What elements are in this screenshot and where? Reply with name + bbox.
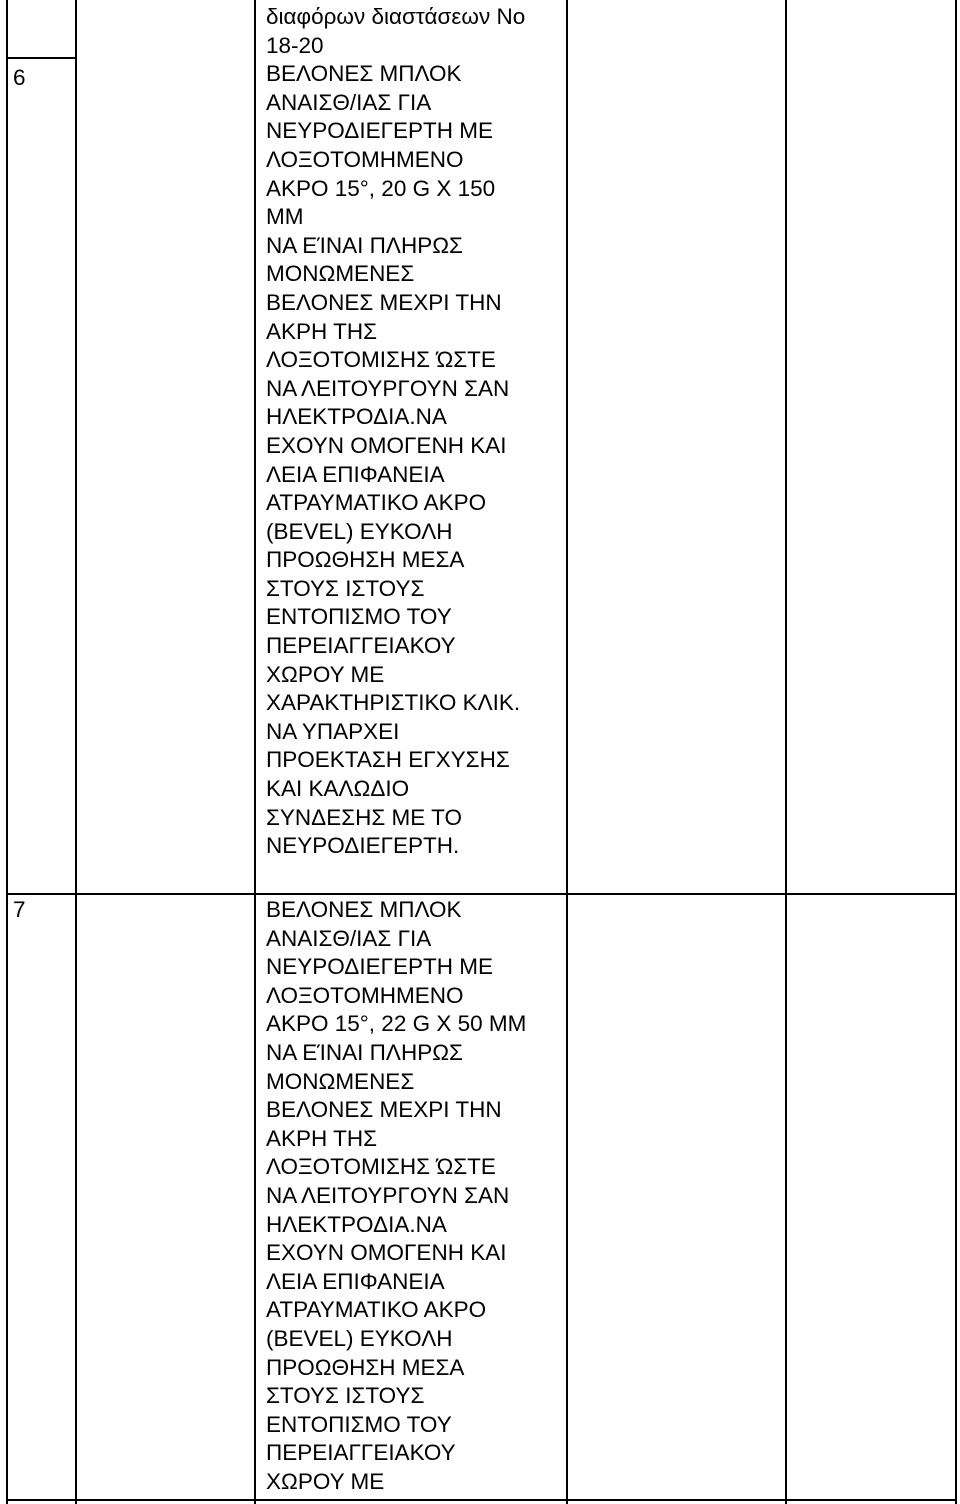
table-border-left [6, 0, 8, 1504]
item-description: ΒΕΛΟΝΕΣ ΜΠΛΟΚ ΑΝΑΙΣΘ/ΙΑΣ ΓΙΑ ΝΕΥΡΟΔΙΕΓΕΡΤΗ ΜΕ ΛΟΞΟΤΟΜΗΜΕΝΟ ΑΚΡΟ 15°, 22 G X 50 ΜΜ ΝΑ ΕΊΝΑΙ ΠΛΗΡΩΣ ΜΟΝΩΜΕΝΕΣ ΒΕΛΟΝΕΣ ΜΕΧΡΙ ΤΗΝ ΑΚΡΗ ΤΗΣ ΛΟΞΟΤΟΜΙΣΗΣ ΏΣΤΕ ΝΑ ΛΕΙΤΟΥΡΓΟΥΝ ΣΑΝ ΗΛΕΚΤΡΟΔΙΑ.ΝΑ ΕΧΟΥΝ ΟΜΟΓΕΝΗ ΚΑΙ ΛΕΙΑ ΕΠΙΦΑΝΕΙΑ ΑΤΡΑΥΜΑΤΙΚΟ ΑΚΡΟ (BEVEL) ΕΥΚΟΛΗ ΠΡΟΩΘΗΣΗ ΜΕΣΑ ΣΤΟΥΣ ΙΣΤΟΥΣ ΕΝΤΟΠΙΣΜΟ ΤΟΥ ΠΕΡΕΙΑΓΓΕΙΑΚΟΥ ΧΩΡΟΥ ΜΕ [266, 897, 527, 1494]
row-number: 7 [13, 897, 26, 922]
table-column-divider [566, 0, 568, 1504]
table-row-divider [6, 893, 957, 895]
table-border-bottom [6, 1499, 957, 1501]
table-column-divider [785, 0, 787, 1504]
table-column-divider [254, 0, 256, 1504]
row-number: 6 [13, 65, 26, 90]
table-column-divider [75, 0, 77, 1504]
table-partial-row-divider [6, 57, 77, 59]
item-description: διαφόρων διαστάσεων No 18-20 ΒΕΛΟΝΕΣ ΜΠΛΟΚ ΑΝΑΙΣΘ/ΙΑΣ ΓΙΑ ΝΕΥΡΟΔΙΕΓΕΡΤΗ ΜΕ ΛΟΞΟΤΟΜΗΜΕΝΟ ΑΚΡΟ 15°, 20 G X 150 ΜΜ ΝΑ ΕΊΝΑΙ ΠΛΗΡΩΣ ΜΟΝΩΜΕΝΕΣ ΒΕΛΟΝΕΣ ΜΕΧΡΙ ΤΗΝ ΑΚΡΗ ΤΗΣ ΛΟΞΟΤΟΜΙΣΗΣ ΏΣΤΕ ΝΑ ΛΕΙΤΟΥΡΓΟΥΝ ΣΑΝ ΗΛΕΚΤΡΟΔΙΑ.ΝΑ ΕΧΟΥΝ ΟΜΟΓΕΝΗ ΚΑΙ ΛΕΙΑ ΕΠΙΦΑΝΕΙΑ ΑΤΡΑΥΜΑΤΙΚΟ ΑΚΡΟ (BEVEL) ΕΥΚΟΛΗ ΠΡΟΩΘΗΣΗ ΜΕΣΑ ΣΤΟΥΣ ΙΣΤΟΥΣ ΕΝΤΟΠΙΣΜΟ ΤΟΥ ΠΕΡΕΙΑΓΓΕΙΑΚΟΥ ΧΩΡΟΥ ΜΕ ΧΑΡΑΚΤΗΡΙΣΤΙΚΟ ΚΛΙΚ. ΝΑ ΥΠΑΡΧΕΙ ΠΡΟΕΚΤΑΣΗ ΕΓΧΥΣΗΣ ΚΑΙ ΚΑΛΩΔΙΟ ΣΥΝΔΕΣΗΣ ΜΕ ΤΟ ΝΕΥΡΟΔΙΕΓΕΡΤΗ. [266, 4, 526, 859]
table-border-right [955, 0, 957, 1504]
